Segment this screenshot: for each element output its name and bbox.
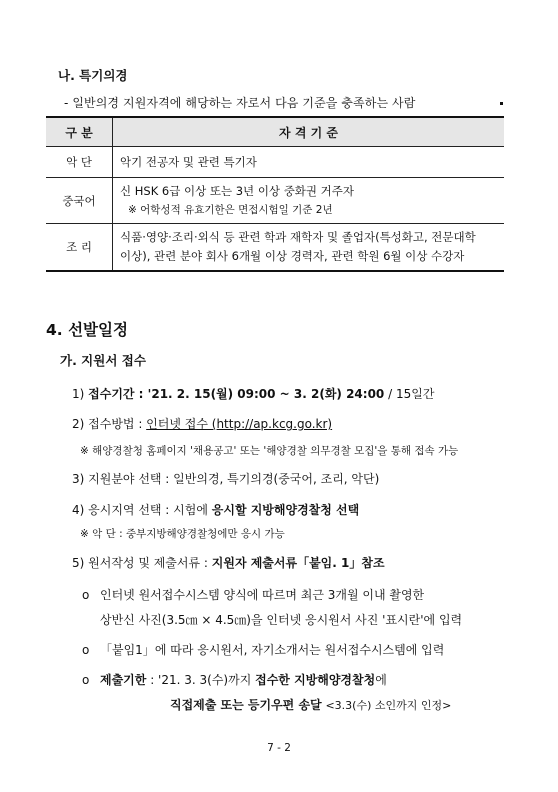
table-header-row — [46, 117, 504, 147]
row-label: 조 리 — [46, 224, 113, 272]
item-5-label: 5) 원서작성 및 제출서류 : — [72, 556, 212, 570]
bullet-1-line-1: 인터넷 원서접수시스템 양식에 따르며 최근 3개월 이내 촬영한 — [100, 588, 425, 602]
submit-method: 직접제출 또는 등기우편 송달 — [170, 698, 322, 712]
header-criteria: 자 격 기 준 — [113, 117, 505, 147]
bullet-symbol: o — [82, 588, 90, 602]
item-3: 3) 지원분야 선택 : 일반의경, 특기의경(중국어, 조리, 악단) — [72, 472, 380, 486]
item-2 — [72, 415, 332, 432]
bullet-2-text: 「붙임1」에 따라 응시원서, 자기소개서는 원서접수시스템에 입력 — [100, 643, 445, 657]
bullet-symbol: o — [82, 673, 90, 687]
section-na-intro: - 일반의경 지원자격에 해당하는 자로서 다음 기준을 충족하는 사람 — [64, 96, 416, 110]
criteria-note: ※ 어학성적 유효기한은 면접시험일 기준 2년 — [128, 203, 333, 216]
stray-dot — [500, 102, 503, 105]
deadline-target: 접수한 지방해양경찰청 — [255, 673, 376, 687]
item-2-label: 2) 접수방법 : — [72, 417, 147, 431]
table-row — [46, 178, 504, 224]
deadline-label: 제출기한 — [100, 673, 147, 687]
item-4-label: 4) 응시지역 선택 : 시험에 — [72, 503, 212, 517]
bullet-symbol: o — [82, 643, 90, 657]
row-criteria — [113, 178, 505, 224]
note-2: ※ 해양경찰청 홈페이지 '채용공고' 또는 '해양경찰 의무경찰 모집'을 통해 접속 가능 — [80, 445, 459, 457]
item-4-bold: 응시할 지방해양경찰청 선택 — [211, 503, 360, 517]
bullet-3-line-2 — [170, 696, 451, 713]
criteria-line: 이상), 관련 분야 회사 6개월 이상 경력자, 관련 학원 6월 이상 수강자 — [120, 249, 465, 263]
page-number: 7 - 2 — [267, 742, 291, 754]
postmark-note: <3.3(수) 소인까지 인정> — [325, 699, 452, 712]
item-4 — [72, 501, 359, 518]
item-5 — [72, 554, 385, 571]
bullet-3 — [82, 671, 387, 688]
item-1-prefix: 1) — [72, 387, 89, 401]
criteria-line: 악기 전공자 및 관련 특기자 — [120, 154, 257, 169]
item-1-label: 접수기간 : — [88, 387, 148, 401]
bullet-1-line-2: 상반신 사진(3.5㎝ × 4.5㎝)을 인터넷 응시원서 사진 '표시란'에 입력 — [100, 613, 463, 627]
bullet-2 — [82, 641, 444, 658]
row-criteria — [113, 224, 505, 272]
item-1 — [72, 385, 434, 402]
deadline-suffix: 에 — [375, 673, 387, 687]
criteria-line: 신 HSK 6급 이상 또는 3년 이상 중화권 거주자 — [120, 183, 354, 198]
item-1-value: '21. 2. 15(월) 09:00 ~ 3. 2(화) 24:00 — [147, 387, 385, 401]
section-ga-title: 가. 지원서 접수 — [60, 353, 146, 368]
table-row — [46, 147, 504, 178]
row-label: 악 단 — [46, 147, 113, 178]
row-criteria — [113, 147, 505, 178]
apply-link[interactable]: 인터넷 접수 (http://ap.kcg.go.kr) — [146, 417, 333, 431]
item-1-sep: / — [384, 387, 396, 401]
deadline-date: : '21. 3. 3(수)까지 — [146, 673, 256, 687]
bullet-1 — [82, 586, 424, 603]
section-na-title: 나. 특기의경 — [58, 68, 128, 83]
section4-title: 4. 선발일정 — [46, 321, 128, 339]
table-row — [46, 224, 504, 272]
item-5-bold: 지원자 제출서류「붙임. 1」참조 — [211, 556, 385, 570]
header-category: 구 분 — [46, 117, 113, 147]
note-4: ※ 악 단 : 중부지방해양경찰청에만 응시 가능 — [80, 528, 285, 540]
item-1-days: 15일간 — [395, 387, 435, 401]
row-label: 중국어 — [46, 178, 113, 224]
qualification-table — [46, 116, 504, 272]
criteria-line: 식품·영양·조리·외식 등 관련 학과 재학자 및 졸업자(특성화고, 전문대학 — [120, 230, 476, 244]
